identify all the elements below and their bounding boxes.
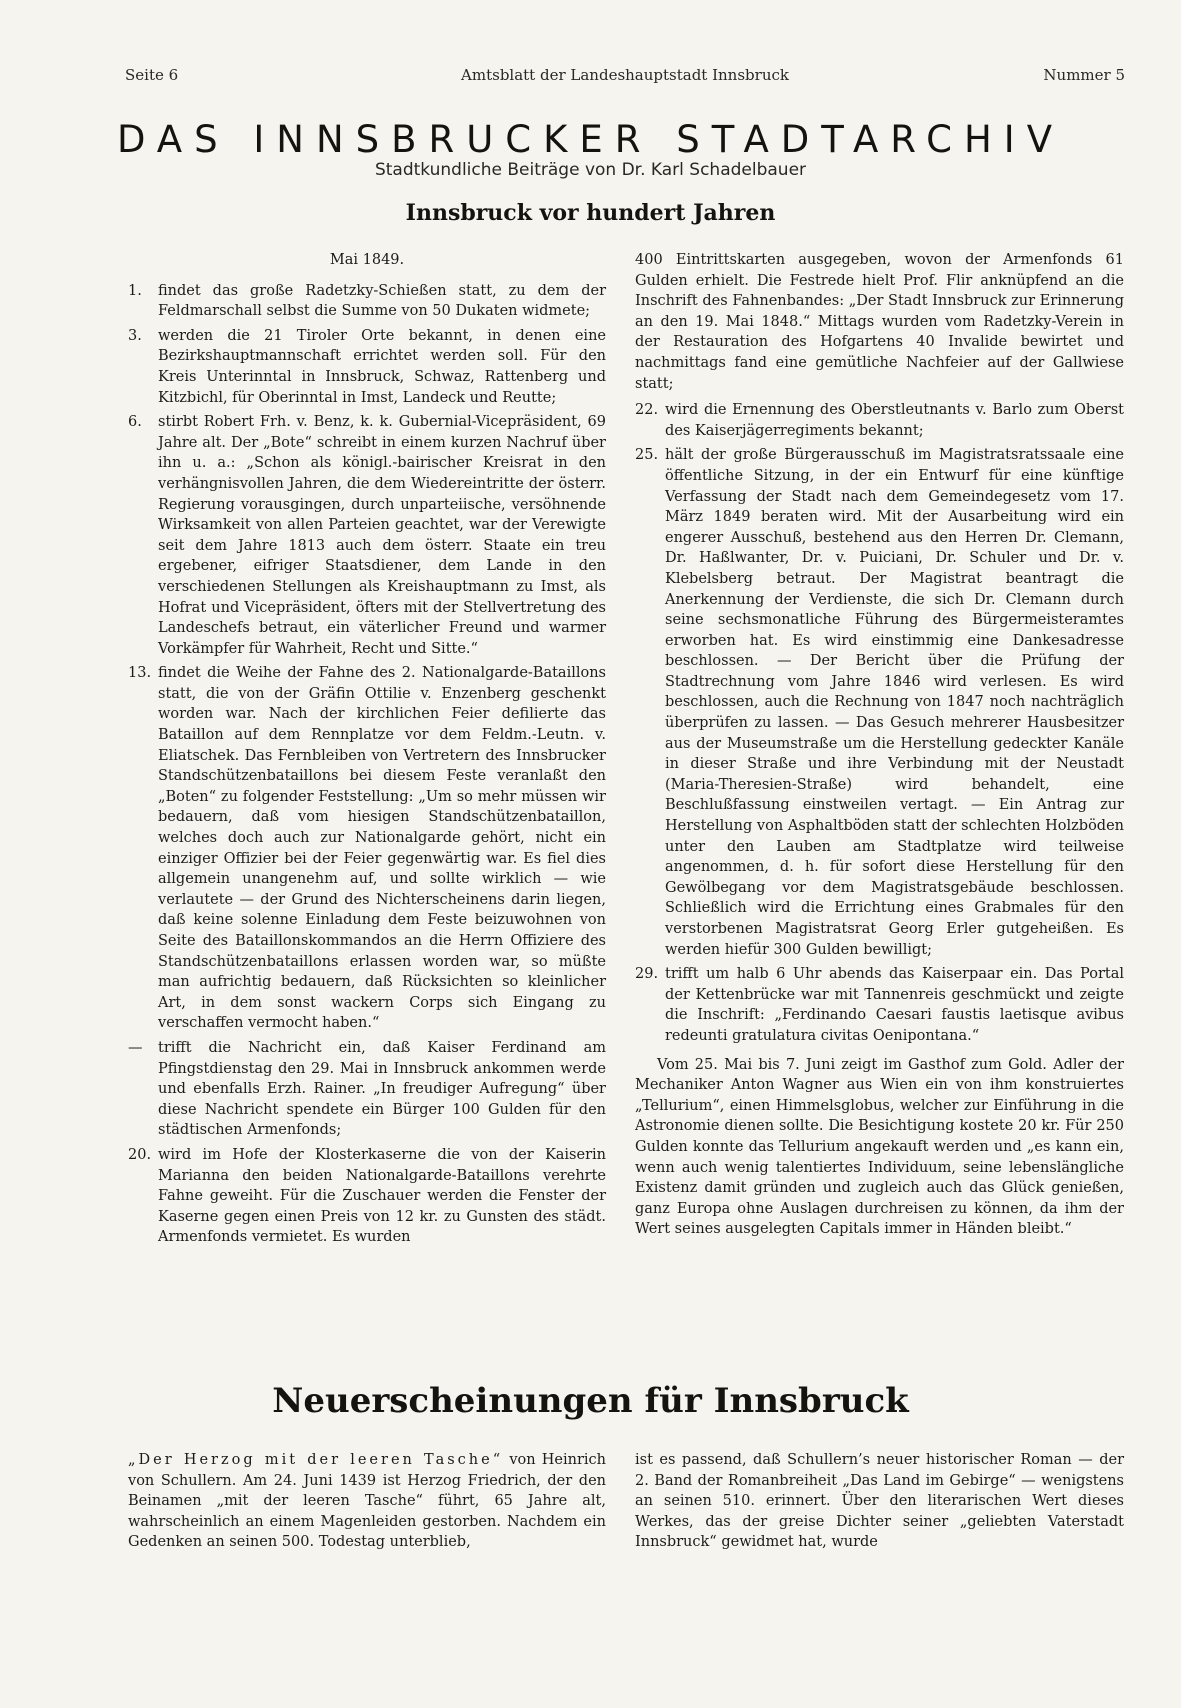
neuerscheinungen-heading: Neuerscheinungen für Innsbruck: [272, 1381, 909, 1421]
entry-text: hält der große Bürgerausschuß im Magistratsratssaale eine öffentliche Sitzung, in der ein Entwurf für eine künftige Verfassung der Stadt nach dem Gemeindegesetz vom 17. März 1849 beraten wird. Mit der Ausarbeitung wird ein engerer Ausschuß, bestehend aus den Herren Dr. Clemann, Dr. Haßlwanter, Dr. v. Puiciani, Dr. Schuler und Dr. v. Klebelsberg betraut. Der Magistrat beantragt die Anerkennung der Verdienste, die sich Dr. Clemann durch seine sechsmonatliche Führung des Bürgermeisteramtes erworben hat. Es wird einstimmig eine Dankesadresse beschlossen. — Der Bericht über die Prüfung der Stadtrechnung vom Jahre 1846 wird verlesen. Es wird beschlossen, auch die Rechnung von 1847 noch nachträglich überprüfen zu lassen. — Das Gesuch mehrerer Hausbesitzer aus der Museumstraße um die Herstellung gedeckter Kanäle in dieser Straße und ihre Verbindung mit der Neustadt (Maria-Theresien-Straße) wird behandelt, eine Beschlußfassung einstweilen vertagt. — Ein Antrag zur Herstellung von Asphaltböden statt der schlechten Holzböden unter den Lauben am Stadtplatze wird teilweise angenommen, d. h. für sofort diese Herstellung für den Gewölbegang vor dem Magistratsgebäude beschlossen. Schließlich wird die Errichtung eines Grabmales für den verstorbenen Magistratsrat Georg Erler gutgeheißen. Es werden hiefür 300 Gulden bewilligt;: [665, 447, 1124, 958]
entry-text: stirbt Robert Frh. v. Benz, k. k. Gubernial-Vicepräsident, 69 Jahre alt. Der „Bote“ schreibt in einem kurzen Nachruf über ihn u. a.: „Schon als königl.-bairischer Kreisrat in den verhängnisvollen Jahren, die dem Wiedereintritte der österr. Regierung vorausgingen, durch unparteiische, versöhnende Wirksamkeit von allen Parteien geachtet, war der Verewigte seit dem Jahre 1813 auch dem österr. Staate ein treu ergebener, eifriger Staatsdiener, dem Lande in den verschiedenen Stellungen als Kreishauptmann zu Imst, als Hofrat und Vicepräsident, öfters mit der Stellvertretung des Landeschefs betraut, ein väterlicher Freund und warmer Vorkämpfer für Wahrheit, Recht und Sitte.“: [158, 414, 606, 657]
entry-day: —: [128, 1039, 143, 1056]
book-title: „Der Herzog mit der leeren Tasche“: [128, 1452, 504, 1468]
entry-text: trifft um halb 6 Uhr abends das Kaiserpaar ein. Das Portal der Kettenbrücke war mit Tannenreis geschmückt und zeigte die Inschrift: „Ferdinando Caesari faustis laetisque avibus redeunti gratulatura civitas Oenipontana.“: [665, 966, 1124, 1044]
review-text-left: von Heinrich von Schullern. Am 24. Juni 1439 ist Herzog Friedrich, der den Beinamen „mit der leeren Tasche“ führt, 65 Jahre alt, wahrscheinlich an einem Magenleiden gestorben. Nachdem ein Gedenken an seinen 500. Todestag unterblieb,: [128, 1452, 607, 1551]
neuerscheinungen-right-column: [635, 1450, 1124, 1553]
entry-text: werden die 21 Tiroler Orte bekannt, in denen eine Bezirkshauptmannschaft errichtet werden soll. Für den Kreis Unterinntal in Innsbruck, Schwaz, Rattenberg und Kitzbichl, für Oberinntal in Imst, Landeck und Reutte;: [158, 327, 606, 406]
entry-text: findet das große Radetzky-Schießen statt, zu dem der Feldmarschall selbst die Summe von 50 Dukaten widmete;: [158, 282, 606, 320]
chronicle-entry: [128, 1038, 606, 1141]
chronicle-entry: [128, 326, 606, 408]
entry-day: 13.: [128, 665, 152, 682]
chronicle-entry: [635, 964, 1124, 1046]
entry-day: 22.: [635, 402, 659, 419]
entry-day: 1.: [128, 282, 142, 299]
entry-text: wird im Hofe der Klosterkaserne die von der Kaiserin Marianna den beiden Nationalgarde-Bataillons verehrte Fahne geweiht. Für die Zuschauer werden die Fenster der Kaserne gegen einen Preis von 12 kr. zu Gunsten des städt. Armenfonds vermietet. Es wurden: [158, 1146, 606, 1246]
chronicle-entry: [128, 412, 606, 659]
issue-number: Nummer 5: [1043, 66, 1125, 84]
page-number: Seite 6: [125, 66, 179, 84]
entry-day: 3.: [128, 327, 142, 344]
chronicle-entry: [128, 281, 606, 322]
entry-day: 25.: [635, 447, 659, 464]
chronicle-entry: [635, 400, 1124, 441]
entry-day: 6.: [128, 414, 142, 431]
publication-name: Amtsblatt der Landeshauptstadt Innsbruck: [461, 66, 789, 84]
masthead-subtitle: Stadtkundliche Beiträge von Dr. Karl Schadelbauer: [374, 160, 807, 180]
neuerscheinungen-left-column: [128, 1450, 606, 1553]
left-column: [128, 250, 606, 1252]
entry-text: trifft die Nachricht ein, daß Kaiser Ferdinand am Pfingstdienstag den 29. Mai in Innsbruck ankommen werde und ebenfalls Erzh. Rainer. „In freudiger Aufregung“ über diese Nachricht spendete ein Bürger 100 Gulden für den städtischen Armenfonds;: [158, 1039, 606, 1139]
running-head: [125, 66, 1125, 90]
section-title: Innsbruck vor hundert Jahren: [405, 200, 776, 226]
chronicle-entry: [128, 663, 606, 1034]
right-column: [635, 250, 1124, 1246]
review-text-right: ist es passend, daß Schullern’s neuer historischer Roman — der 2. Band der Romanbreiheit „Das Land im Gebirge“ — wenigstens an seinen 510. erinnert. Über den literarischen Wert dieses Werkes, das der greise Dichter seiner „geliebten Vaterstadt Innsbruck“ gewidmet hat, wurde: [635, 1452, 1124, 1551]
masthead-title: DAS INNSBRUCKER STADTARCHIV: [116, 118, 1065, 161]
entry-day: 29.: [635, 966, 659, 983]
entry-text: findet die Weihe der Fahne des 2. Nationalgarde-Bataillons statt, die von der Gräfin Ottilie v. Enzenberg geschenkt worden war. Nach der kirchlichen Feier defilierte das Bataillon auf dem Rennplatze vor dem Feldm.-Leutn. v. Eliatschek. Das Fernbleiben von Vertretern des Innsbrucker Standschützenbataillons bei diesem Feste veranlaßt den „Boten“ zu folgender Feststellung: „Um so mehr müssen wir bedauern, daß vom hiesigen Standschützenbataillon, welches doch auch zur Nationalgarde gehört, nicht ein einziger Offizier bei der Feier gegenwärtig war. Es fiel dies allgemein unangenehm auf, und sollte wirklich — wie verlautete — der Grund des Nichterscheinens darin liegen, daß keine solenne Einladung dem Feste beizuwohnen von Seite des Bataillonskommandos an die Herrn Offiziere des Standschützenbataillons erlassen worden war, so müßte man aufrichtig bedauern, daß Rücksichten so kleinlicher Art, in dem sonst wackern Corps sich Eingang zu verschaffen vermocht haben.“: [158, 665, 606, 1032]
continued-paragraph: 400 Eintrittskarten ausgegeben, wovon der Armenfonds 61 Gulden erhielt. Die Festrede hielt Prof. Flir anknüpfend an die Inschrift des Fahnenbandes: „Der Stadt Innsbruck zur Erinnerung an den 19. Mai 1848.“ Mittags wurden vom Radetzky-Verein in der Restauration des Hofgartens 40 Invalide bewirtet und nachmittags fand eine gemütliche Nachfeier auf der Gallwiese statt;: [635, 252, 1124, 392]
month-heading: Mai 1849.: [329, 252, 405, 268]
entry-day: 20.: [128, 1146, 152, 1163]
chronicle-entry: [635, 445, 1124, 960]
entry-text: wird die Ernennung des Oberstleutnants v. Barlo zum Oberst des Kaiserjägerregiments bekannt;: [665, 402, 1124, 439]
closing-paragraph: Vom 25. Mai bis 7. Juni zeigt im Gasthof zum Gold. Adler der Mechaniker Anton Wagner aus Wien ein von ihm konstruiertes „Tellurium“, einen Himmelsglobus, welcher zur Einführung in die Astronomie dienen sollte. Die Besichtigung kostete 20 kr. Für 250 Gulden konnte das Tellurium angekauft werden und „es kann ein, wenn auch wenig talentiertes Individuum, seine lebenslängliche Existenz damit gründen und zugleich auch das Glück genießen, ganz Europa ohne Auslagen durchreisen zu können, da ihm der Wert seines ausgelegten Capitals immer in Händen bleibt.“: [635, 1056, 1124, 1238]
chronicle-entry: [128, 1145, 606, 1248]
